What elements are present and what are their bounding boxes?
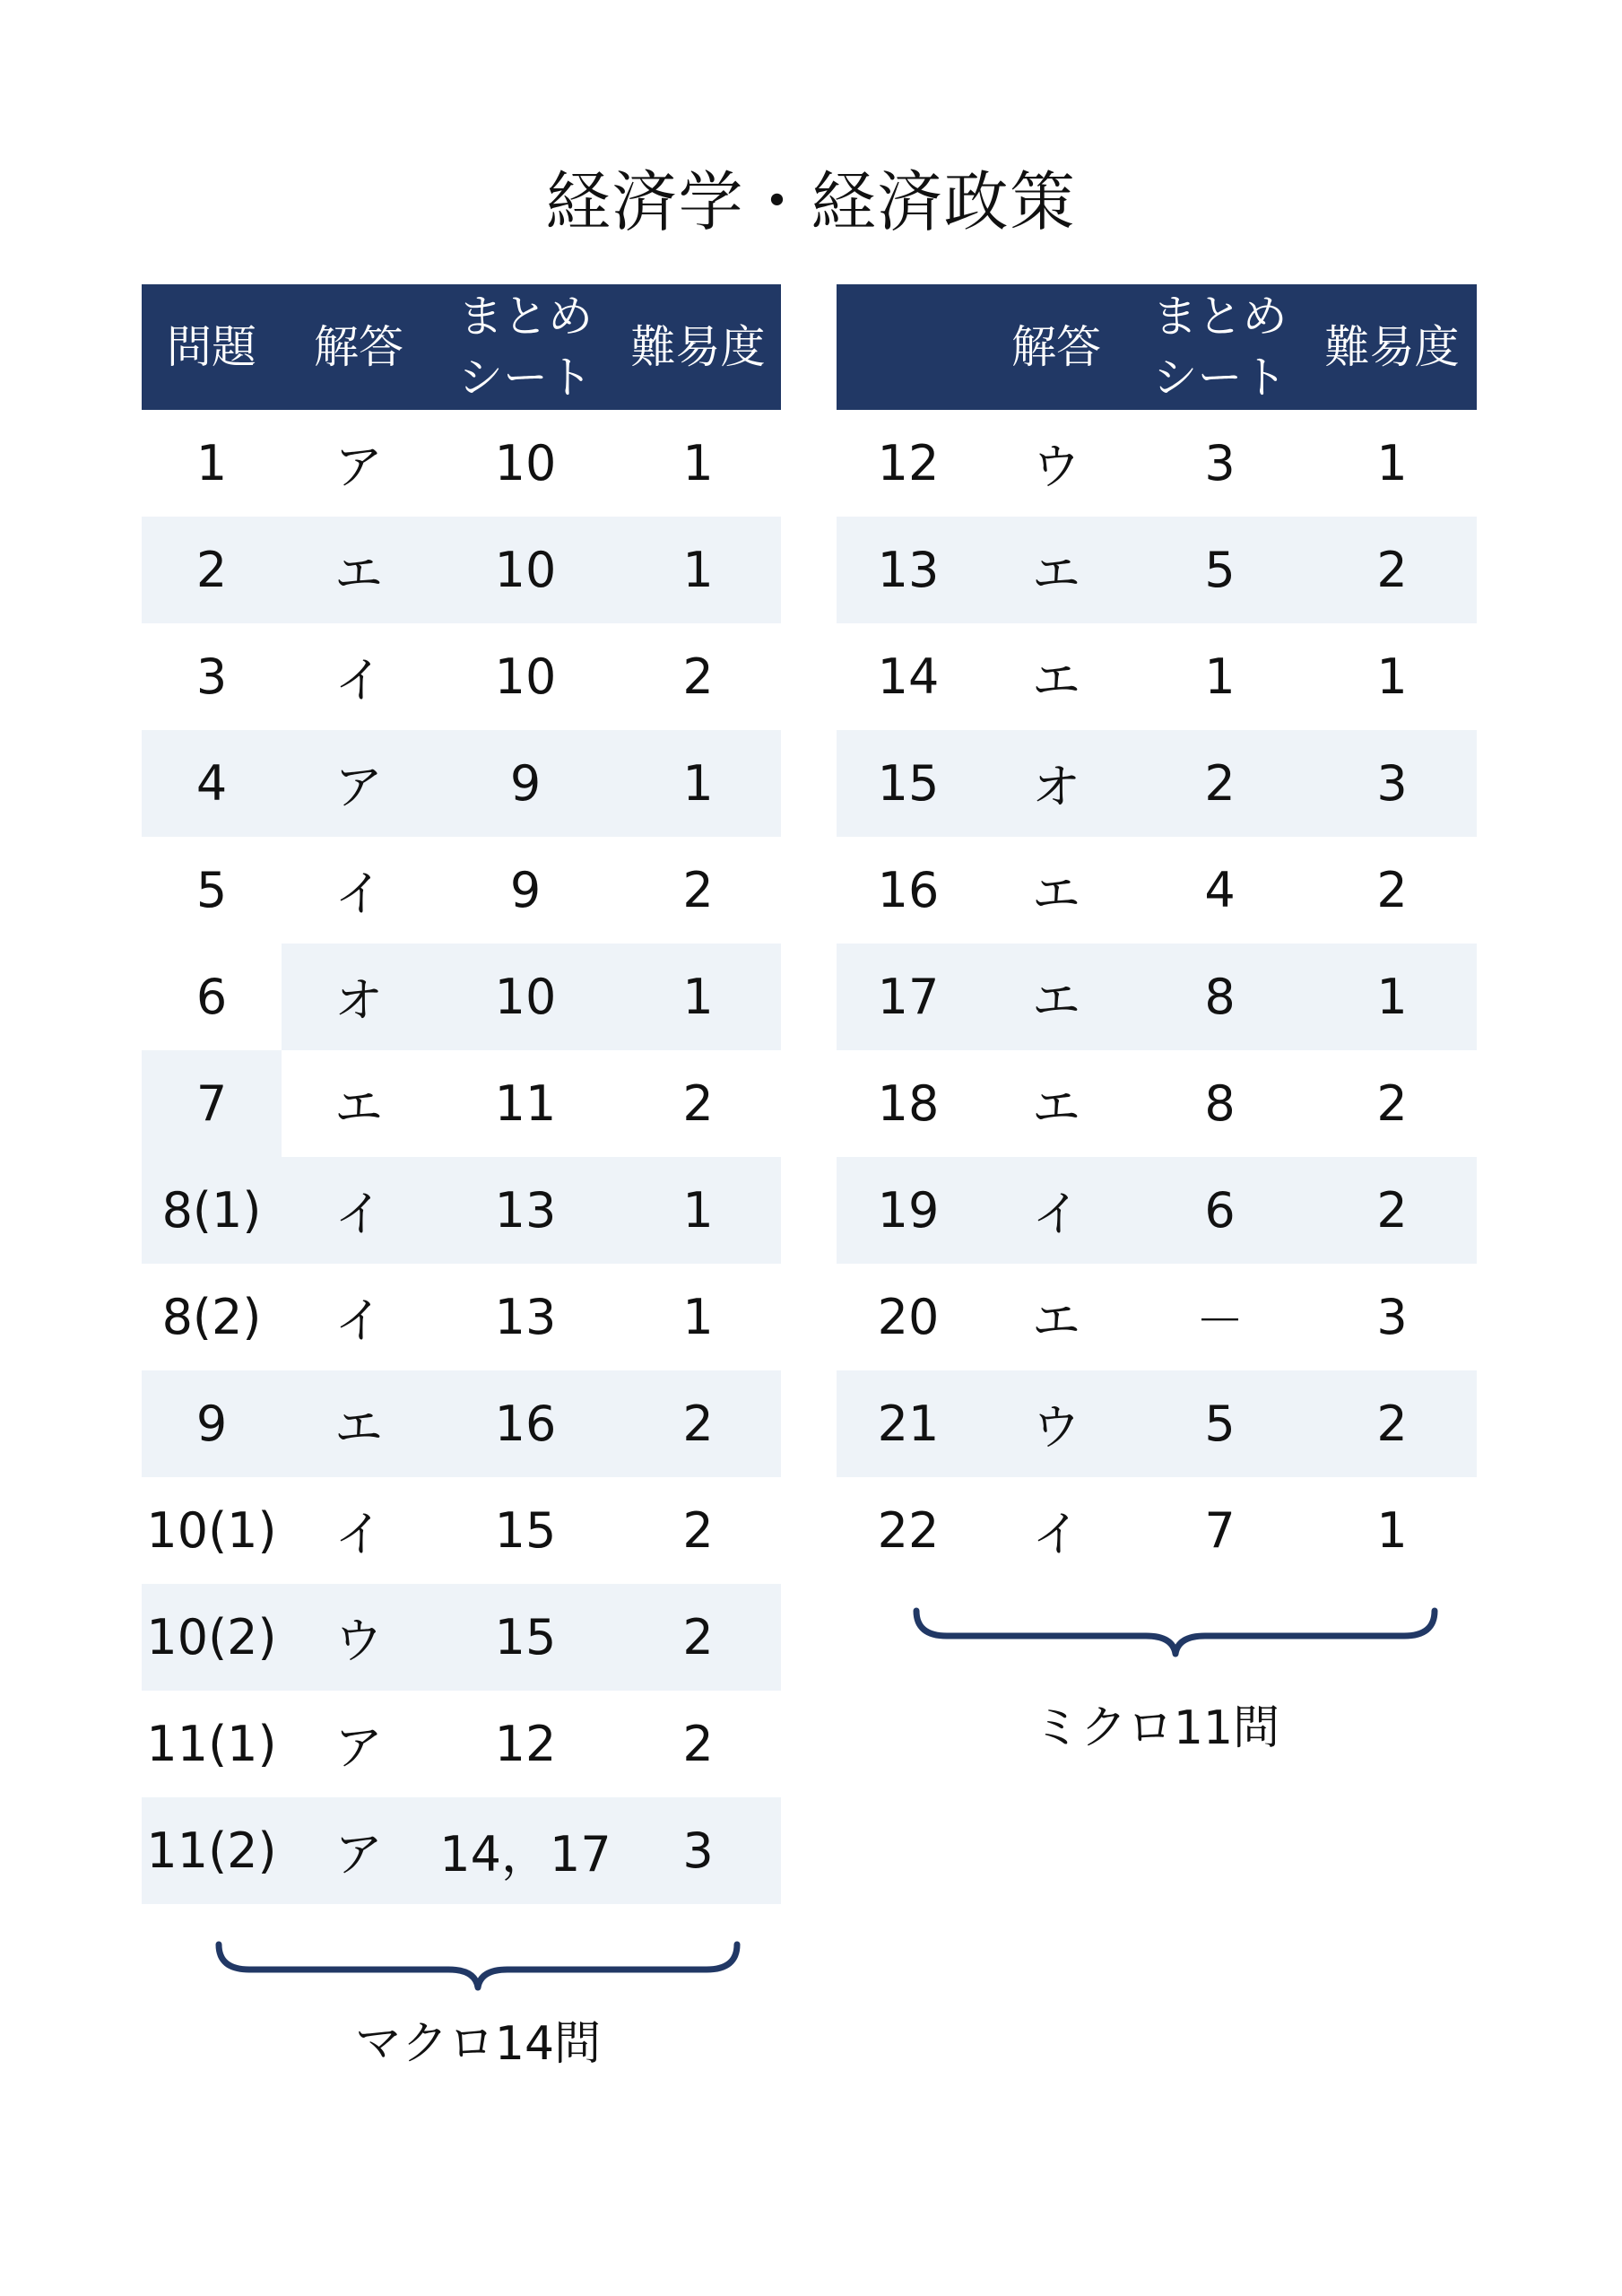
question-cell: 9 xyxy=(142,1370,282,1477)
difficulty-cell: 3 xyxy=(1376,755,1408,812)
table-row xyxy=(837,730,1477,837)
question-cell: 15 xyxy=(877,755,940,812)
table-row xyxy=(142,1370,781,1477)
answer-cell: エ xyxy=(282,1370,436,1477)
sheet-cell: 13 xyxy=(436,1157,615,1264)
table-header xyxy=(142,284,781,410)
answer-cell: ア xyxy=(334,439,383,495)
difficulty-cell: 2 xyxy=(682,862,714,918)
table-row xyxy=(142,1797,781,1904)
difficulty-cell: 2 xyxy=(682,648,714,705)
sheet-cell: 7 xyxy=(1204,1502,1236,1559)
difficulty-cell: 3 xyxy=(615,1797,781,1904)
difficulty-cell: 2 xyxy=(682,1716,714,1772)
table-row xyxy=(837,1264,1477,1370)
question-cell: 1 xyxy=(195,435,228,491)
question-cell: 5 xyxy=(195,862,228,918)
answer-cell: ア xyxy=(282,1797,436,1904)
difficulty-cell: 2 xyxy=(682,1502,714,1559)
answer-cell: オ xyxy=(1032,759,1080,815)
table-row xyxy=(837,1477,1477,1584)
answer-cell: オ xyxy=(282,944,436,1050)
question-cell: 19 xyxy=(877,1182,940,1239)
sheet-cell: 3 xyxy=(1204,435,1236,491)
difficulty-cell: 1 xyxy=(682,1289,714,1345)
answer-cell: イ xyxy=(282,1157,436,1264)
difficulty-cell: 3 xyxy=(1376,1289,1408,1345)
difficulty-cell: 2 xyxy=(682,1075,714,1132)
question-cell: 13 xyxy=(877,542,940,598)
difficulty-cell: 1 xyxy=(615,944,781,1050)
question-cell: 11(1) xyxy=(146,1716,277,1772)
table-row xyxy=(142,1477,781,1584)
question-cell: 11(2) xyxy=(142,1797,282,1904)
table-row xyxy=(837,517,1477,623)
sheet-cell: 8 xyxy=(1204,1075,1236,1132)
table-row xyxy=(837,1370,1477,1477)
sheet-cell: 10 xyxy=(436,517,615,623)
answer-cell: ア xyxy=(334,1719,383,1776)
question-cell: 10(1) xyxy=(146,1502,277,1559)
difficulty-cell: 2 xyxy=(1376,542,1408,598)
difficulty-cell: 1 xyxy=(1376,969,1408,1025)
question-cell: 12 xyxy=(877,435,940,491)
answer-cell: エ xyxy=(1032,652,1080,709)
table-row xyxy=(142,1264,781,1370)
question-cell: 10(2) xyxy=(142,1584,282,1691)
micro-group-label: ミクロ11問 xyxy=(1033,1701,1280,1755)
header-question xyxy=(837,284,980,410)
answer-cell: イ xyxy=(334,652,383,709)
table-row xyxy=(142,730,781,837)
macro-group-label: マクロ14問 xyxy=(354,2017,602,2071)
table-row xyxy=(142,1157,781,1264)
table-row xyxy=(142,410,781,517)
table-row xyxy=(837,623,1477,730)
sheet-cell: 14，17 xyxy=(436,1797,615,1904)
micro-answer-table xyxy=(837,284,1477,1584)
header-answer: 解答 xyxy=(314,321,403,373)
sheet-cell: 1 xyxy=(1204,648,1236,705)
question-cell: 2 xyxy=(142,517,282,623)
sheet-cell: 10 xyxy=(436,944,615,1050)
question-cell: 16 xyxy=(877,862,940,918)
question-cell: 20 xyxy=(877,1289,940,1345)
sheet-cell: 8 xyxy=(1204,969,1236,1025)
table-row xyxy=(837,1050,1477,1157)
page-title: 経済学・経済政策 xyxy=(545,164,1077,239)
header-difficulty: 難易度 xyxy=(630,321,766,373)
difficulty-cell: 1 xyxy=(1376,1502,1408,1559)
difficulty-cell: 2 xyxy=(615,1370,781,1477)
answer-cell: ア xyxy=(282,730,436,837)
answer-cell: イ xyxy=(1032,1186,1080,1242)
difficulty-cell: 1 xyxy=(1376,648,1408,705)
answer-cell: イ xyxy=(334,1506,383,1562)
answer-cell: ウ xyxy=(282,1584,436,1691)
sheet-cell: 16 xyxy=(436,1370,615,1477)
answer-cell: ウ xyxy=(1032,439,1080,495)
question-cell: 7 xyxy=(142,1050,282,1157)
sheet-cell: 9 xyxy=(436,730,615,837)
difficulty-cell: 2 xyxy=(1376,1182,1408,1239)
question-cell: 14 xyxy=(877,648,940,705)
macro-answer-table xyxy=(142,284,781,1904)
sheet-cell: 9 xyxy=(509,862,542,918)
question-cell: 8(2) xyxy=(161,1289,262,1345)
answer-cell: エ xyxy=(1032,545,1080,602)
difficulty-cell: 2 xyxy=(1376,1075,1408,1132)
sheet-cell: 4 xyxy=(1204,862,1236,918)
table-header xyxy=(837,284,1477,410)
micro-group-brace xyxy=(911,1604,1440,1657)
sheet-cell: 15 xyxy=(436,1584,615,1691)
question-cell: 17 xyxy=(877,969,940,1025)
sheet-cell: 11 xyxy=(494,1075,557,1132)
difficulty-cell: 1 xyxy=(615,1157,781,1264)
question-cell: 21 xyxy=(877,1396,940,1452)
difficulty-cell: 2 xyxy=(1376,1396,1408,1452)
sheet-cell: 5 xyxy=(1204,1396,1236,1452)
table-row xyxy=(142,1584,781,1691)
sheet-cell: 13 xyxy=(494,1289,557,1345)
table-row xyxy=(837,944,1477,1050)
table-row xyxy=(142,623,781,730)
header-question: 問題 xyxy=(167,321,256,373)
sheet-cell: － xyxy=(1195,1292,1245,1349)
answer-cell: イ xyxy=(334,865,383,922)
sheet-cell: 12 xyxy=(494,1716,557,1772)
difficulty-cell: 1 xyxy=(615,517,781,623)
answer-cell: エ xyxy=(282,517,436,623)
question-cell: 22 xyxy=(877,1502,940,1559)
answer-cell: エ xyxy=(1032,972,1080,1029)
sheet-cell: 10 xyxy=(494,435,557,491)
difficulty-cell: 2 xyxy=(1376,862,1408,918)
question-cell: 8(1) xyxy=(142,1157,282,1264)
table-row xyxy=(142,1050,781,1157)
sheet-cell: 5 xyxy=(1204,542,1236,598)
header-summary-sheet: まとめ シート xyxy=(1152,291,1288,404)
question-cell: 18 xyxy=(877,1075,940,1132)
difficulty-cell: 1 xyxy=(682,435,714,491)
header-difficulty: 難易度 xyxy=(1324,321,1460,373)
answer-cell: イ xyxy=(334,1292,383,1349)
table-row xyxy=(142,837,781,944)
sheet-cell: 6 xyxy=(1204,1182,1236,1239)
answer-cell: エ xyxy=(1032,1292,1080,1349)
sheet-cell: 15 xyxy=(494,1502,557,1559)
answer-cell: エ xyxy=(334,1079,383,1135)
sheet-cell: 10 xyxy=(494,648,557,705)
table-row xyxy=(142,1691,781,1797)
answer-cell: ウ xyxy=(1032,1399,1080,1456)
table-row xyxy=(142,517,781,623)
difficulty-cell: 1 xyxy=(1376,435,1408,491)
table-row xyxy=(142,944,781,1050)
answer-cell: エ xyxy=(1032,865,1080,922)
answer-cell: イ xyxy=(1032,1506,1080,1562)
table-row xyxy=(837,410,1477,517)
question-cell: 6 xyxy=(195,969,228,1025)
header-answer: 解答 xyxy=(1011,321,1101,373)
macro-group-brace xyxy=(213,1937,742,1991)
table-row xyxy=(837,837,1477,944)
question-cell: 3 xyxy=(195,648,228,705)
question-cell: 4 xyxy=(142,730,282,837)
difficulty-cell: 2 xyxy=(615,1584,781,1691)
header-summary-sheet: まとめ シート xyxy=(458,291,593,404)
table-row xyxy=(837,1157,1477,1264)
sheet-cell: 2 xyxy=(1204,755,1236,812)
difficulty-cell: 1 xyxy=(615,730,781,837)
answer-cell: エ xyxy=(1032,1079,1080,1135)
